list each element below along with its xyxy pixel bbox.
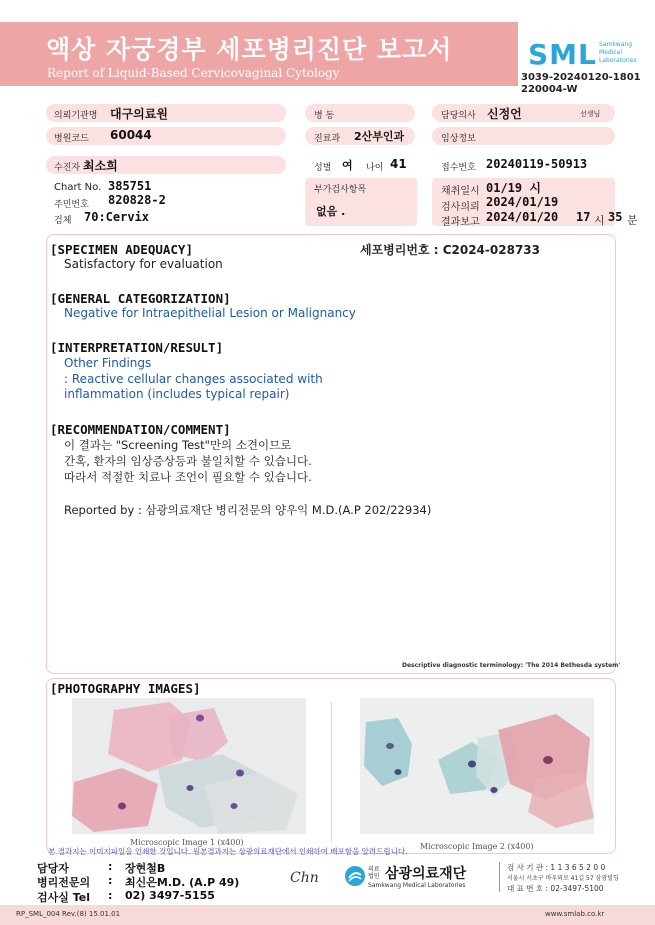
age-label: 나이 xyxy=(366,163,384,173)
manager-colon: : xyxy=(108,860,113,873)
form-code: RP_SML_004 Rev.(8) 15.01.01 xyxy=(16,910,121,918)
report-hour: 17 xyxy=(576,210,591,224)
sex-value: 여 xyxy=(342,159,353,172)
report-date-label: 결과보고 xyxy=(441,217,480,228)
recommendation-line-2: 간혹, 환자의 임상증상등과 불일치할 수 있습니다. xyxy=(64,454,312,468)
foundation-en: Samkwang Medical Laboratories xyxy=(368,882,466,889)
hospital-code-label: 병원코드 xyxy=(54,134,89,144)
general-heading: [GENERAL CATEGORIZATION] xyxy=(50,291,231,306)
sml-logo-subtext: Samkwang Medical Laboratories xyxy=(599,41,637,64)
reception-label: 접수번호 xyxy=(441,163,476,173)
recommendation-heading: [RECOMMENDATION/COMMENT] xyxy=(50,422,231,437)
general-text: Negative for Intraepithelial Lesion or Malignancy xyxy=(64,306,356,320)
doctor-value: 신정언 xyxy=(487,107,522,121)
collect-value: 01/19 시 xyxy=(486,181,541,195)
clinical-info-label: 임상정보 xyxy=(441,134,476,144)
specimen-label: 검체 xyxy=(54,216,72,226)
institution-number: 검 사 기 관 : 1 1 3 6 5 2 0 0 xyxy=(507,863,606,872)
interpretation-line-3: inflammation (includes typical repair) xyxy=(64,387,290,401)
doctor-label: 담당의사 xyxy=(441,111,476,121)
foundation-tag: 의료 법인 xyxy=(368,866,380,880)
sex-label: 성별 xyxy=(314,163,332,173)
collect-label: 채취일시 xyxy=(441,186,480,197)
microscopic-image-1 xyxy=(72,698,306,834)
report-subtitle: Report of Liquid-Based Cervicovaginal Cytology xyxy=(47,66,340,80)
pathologist-value: 최신은M.D. (A.P 49) xyxy=(125,876,240,889)
foundation-logo-icon xyxy=(345,866,365,886)
sml-logo xyxy=(525,38,655,72)
dept-label: 진료과 xyxy=(314,134,341,144)
website-link[interactable]: www.smlab.co.kr xyxy=(545,910,605,918)
pathologist-colon: : xyxy=(108,874,113,887)
patient-label: 수진자 xyxy=(54,163,81,173)
recommendation-line-3: 따라서 적절한 치료나 조언이 필요할 수 있습니다. xyxy=(64,470,312,484)
interpretation-line-1: Other Findings xyxy=(64,356,152,370)
patient-value: 최소희 xyxy=(83,159,118,173)
request-label: 검사의뢰 xyxy=(441,202,480,213)
extra-tests-value: 없음 . xyxy=(316,205,346,218)
manager-value: 장현철B xyxy=(125,862,166,875)
lab-tel-value: 02) 3497-5155 xyxy=(125,889,215,902)
chart-label: Chart No. xyxy=(54,182,102,193)
ward-label: 병 동 xyxy=(314,111,335,121)
terminology-note: Descriptive diagnostic terminology: 'The 2014 Bethesda system' xyxy=(402,662,621,669)
doctor-suffix: 선생님 xyxy=(580,110,601,118)
pathologist-label: 병리전문의 xyxy=(37,876,91,889)
adequacy-text: Satisfactory for evaluation xyxy=(64,257,223,271)
report-hour-unit: 시 xyxy=(594,214,605,227)
sml-logo-text: SML xyxy=(528,38,597,71)
resident-value: 820828-2 xyxy=(108,193,166,207)
reception-value: 20240119-50913 xyxy=(486,157,588,171)
report-date-value: 2024/01/20 xyxy=(486,210,559,224)
hospital-code-value: 60044 xyxy=(110,128,152,142)
photo-divider xyxy=(331,702,332,842)
extra-tests-label: 부가검사항목 xyxy=(314,185,367,195)
institution-label: 의뢰기관명 xyxy=(54,111,98,121)
report-min-unit: 분 xyxy=(627,214,638,227)
institution-value: 대구의료원 xyxy=(110,107,168,121)
print-notice: 본 결과지는 이미지파일을 인쇄한 것입니다. 원본결과지는 삼광의료재단에서 인쇄하여 배포함을 알려드립니다. xyxy=(48,847,408,856)
report-title: 액상 자궁경부 세포병리진단 보고서 xyxy=(46,35,453,64)
microscopic-image-2-caption: Microscopic Image 2 (x400) xyxy=(420,842,534,851)
reported-by: Reported by : 삼광의료재단 병리전문의 양우익 M.D.(A.P 202/22934) xyxy=(64,503,432,517)
manager-label: 담당자 xyxy=(37,862,69,875)
representative-tel: 대 표 번 호 : 02-3497-5100 xyxy=(507,884,604,893)
microscopic-image-1-caption: Microscopic Image 1 (x400) xyxy=(130,838,244,847)
chart-value: 385751 xyxy=(108,179,152,193)
adequacy-heading: [SPECIMEN ADEQUACY] xyxy=(50,242,193,257)
dept-value: 2산부인과 xyxy=(354,130,405,143)
photo-heading: [PHOTOGRAPHY IMAGES] xyxy=(50,681,201,696)
recommendation-line-1: 이 결과는 "Screening Test"만의 소견이므로 xyxy=(64,438,292,452)
interpretation-line-2: : Reactive cellular changes associated with xyxy=(64,372,323,386)
document-code: 3039-20240120-1801 220004-W xyxy=(521,72,641,95)
resident-label: 주민번호 xyxy=(54,200,89,210)
cytology-number: 세포병리번호 : C2024-028733 xyxy=(360,243,540,257)
specimen-value: 70:Cervix xyxy=(84,210,150,224)
lab-tel-colon: : xyxy=(108,889,113,902)
patient-field xyxy=(46,156,286,174)
request-value: 2024/01/19 xyxy=(486,195,559,209)
pathologist-signature: Chn xyxy=(290,870,319,886)
foundation-address: 서울시 서초구 바우뫼로 41길 57 삼광빌딩 xyxy=(507,875,619,882)
interpretation-heading: [INTERPRETATION/RESULT] xyxy=(50,340,224,355)
age-value: 41 xyxy=(390,157,407,171)
footer-divider xyxy=(499,862,500,892)
microscopic-image-2 xyxy=(360,698,594,834)
foundation-name: 삼광의료재단 xyxy=(385,866,467,882)
report-min: 35 xyxy=(608,210,623,224)
lab-tel-label: 검사실 Tel xyxy=(37,891,90,904)
